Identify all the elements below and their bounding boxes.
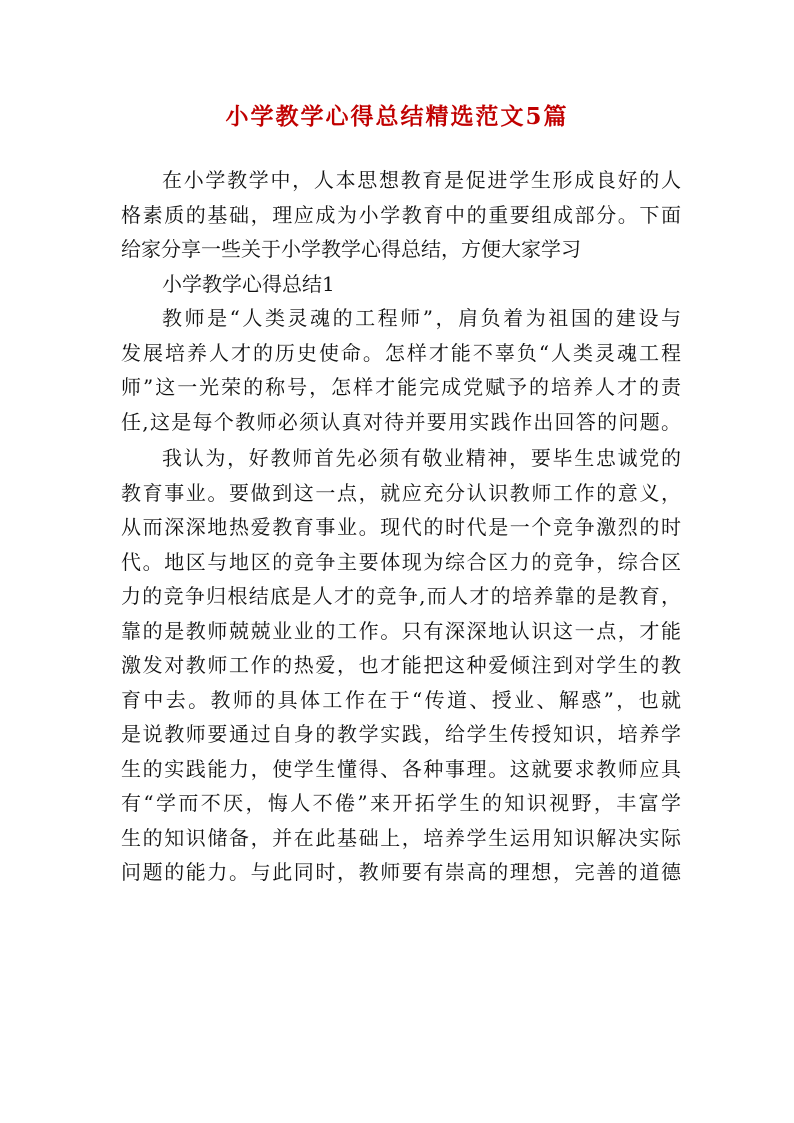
paragraph-line: 生的实践能力，使学生懂得、各种事理。这就要求教师应具	[121, 756, 681, 781]
paragraph-line: 在小学教学中，人本思想教育是促进学生形成良好的人	[162, 168, 681, 192]
paragraph-line: 任,这是每个教师必须认真对待并要用实践作出回答的问题。	[121, 409, 681, 434]
paragraph-line: 育中去。教师的具体工作在于“传道、授业、解惑”，也就	[121, 687, 681, 712]
paragraph-line: 给家分享一些关于小学教学心得总结，方便大家学习	[121, 237, 581, 261]
paragraph-line: 教育事业。要做到这一点，就应充分认识教师工作的意义，	[121, 480, 681, 505]
paragraph-line: 师”这一光荣的称号，怎样才能完成党赋予的培养人才的责	[121, 375, 681, 399]
paragraph-line: 教师是“人类灵魂的工程师”，肩负着为祖国的建设与	[162, 306, 681, 330]
paragraph-line: 我认为，好教师首先必须有敬业精神，要毕生忠诚党的	[162, 446, 681, 470]
paragraph-line: 发展培养人才的历史使命。怎样才能不辜负“人类灵魂工程	[121, 340, 681, 365]
document-body	[121, 163, 681, 890]
paragraph-line: 代。地区与地区的竞争主要体现为综合区力的竞争，综合区	[121, 549, 681, 574]
section-heading: 小学教学心得总结1	[162, 271, 335, 296]
paragraph-line: 生的知识储备，并在此基础上，培养学生运用知识解决实际	[121, 825, 681, 850]
paragraph-line: 力的竞争归根结底是人才的竞争,而人才的培养靠的是教育，	[121, 584, 681, 608]
document-title: 小学教学心得总结精选范文5篇	[225, 103, 569, 130]
paragraph-line: 格素质的基础，理应成为小学教育中的重要组成部分。下面	[121, 202, 681, 227]
paragraph-line: 问题的能力。与此同时，教师要有崇高的理想，完善的道德	[121, 860, 681, 884]
paragraph-line: 从而深深地热爱教育事业。现代的时代是一个竞争激烈的时	[121, 515, 681, 539]
paragraph-line: 靠的是教师兢兢业业的工作。只有深深地认识这一点，才能	[121, 618, 681, 643]
paragraph-line: 有“学而不厌，悔人不倦”来开拓学生的知识视野，丰富学	[121, 791, 681, 815]
paragraph-line: 激发对教师工作的热爱，也才能把这种爱倾注到对学生的教	[121, 653, 681, 677]
paragraph-line: 是说教师要通过自身的教学实践，给学生传授知识，培养学	[121, 722, 681, 746]
